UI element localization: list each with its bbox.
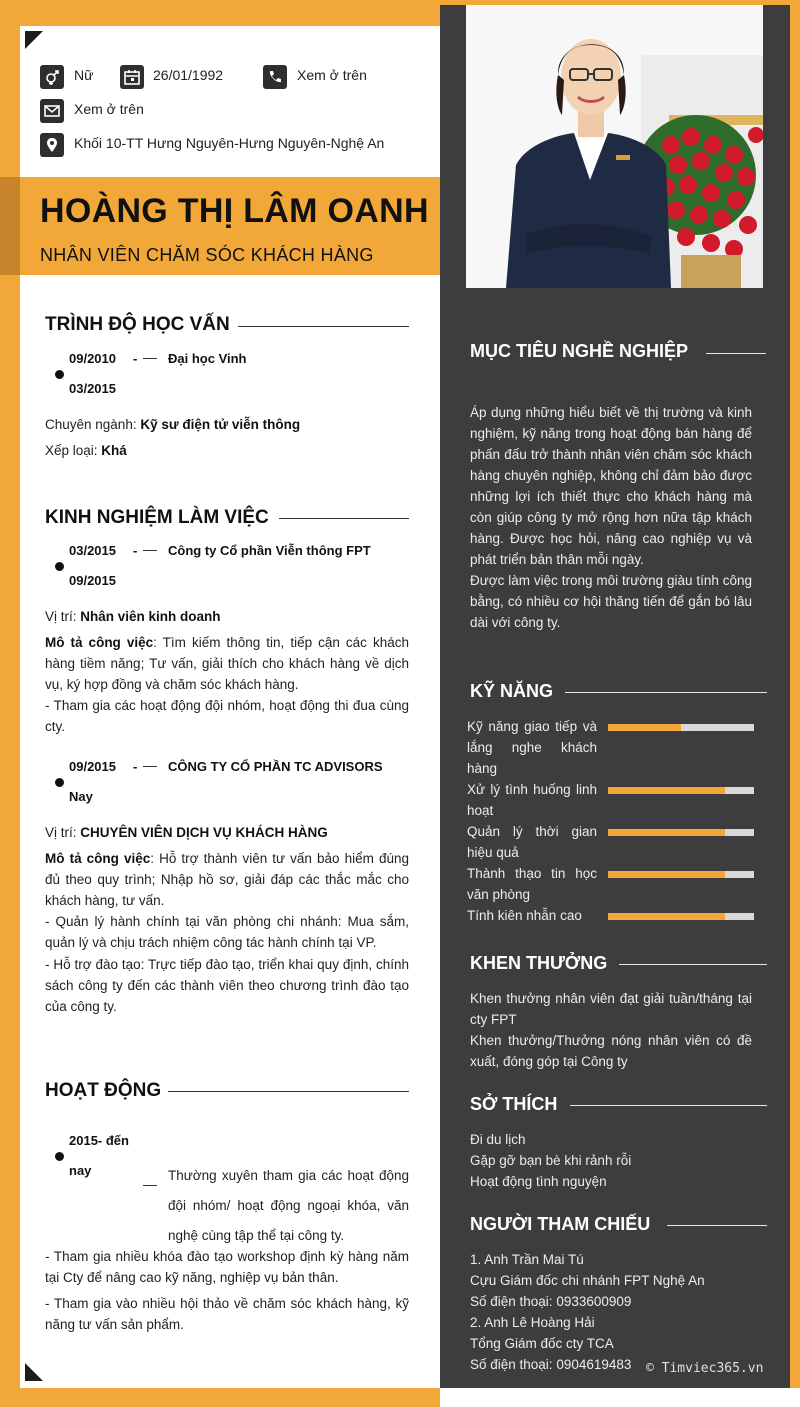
activities-start: 2015- đến [69,1133,129,1148]
address-text: Khối 10-TT Hưng Nguyên-Hưng Nguyên-Nghệ An [74,135,385,151]
skill-name: Tính kiên nhẫn cao [467,908,582,923]
objective-text-2: Được làm việc trong môi trường giàu tính công bằng, có nhiều cơ hội thăng tiến để gắn bó lâu dài với công ty. [470,573,752,630]
birthday-text: 26/01/1992 [153,67,224,83]
objective-heading: MỤC TIÊU NGHỀ NGHIỆP [470,341,689,361]
objective-heading-line [706,353,766,354]
job-2-description: Mô tả công việc: Hỗ trợ thành viên tư vấn bảo hiểm đúng đủ theo quy trình; Nhập hồ sơ, giải đáp các thắc mắc cho khách hàng, tư vấn. [45,851,409,908]
skill-level [608,913,725,920]
education-start-date: 09/2010 [69,351,116,366]
hobby-item: Gặp gỡ bạn bè khi rảnh rỗi [470,1153,632,1168]
activities-seminar: - Tham gia vào nhiều hội thảo về chăm sóc khách hàng, kỹ năng tư vấn sản phẩm. [45,1296,409,1332]
activities-end: nay [69,1163,92,1178]
skills-heading: KỸ NĂNG [470,681,554,701]
phone-text: Xem ở trên [297,67,367,83]
reference-line: 2. Anh Lê Hoàng Hải [470,1315,595,1330]
skill-level [608,724,681,731]
skills-heading-line [565,692,767,693]
awards-heading: KHEN THƯỞNG [470,953,608,973]
skill-bar [608,871,754,878]
job-2-date-separator: - [133,759,138,774]
job-2-start-date: 09/2015 [69,759,116,774]
reference-line: Số điện thoại: 0904619483 [470,1357,632,1372]
calendar-icon [120,65,144,89]
experience-heading-line [279,518,409,519]
job-1-description: Mô tả công việc: Tìm kiếm thông tin, tiếp cận các khách hàng tiềm năng; Tư vấn, giải thích cho khách hàng về dịch vụ, ký hợp đồng và chăm sóc khách hàng. [45,635,409,692]
activities-heading-line [168,1091,409,1092]
skill-name: Quản lý thời gian hiệu quả [467,824,597,860]
gender-text: Nữ [74,67,94,83]
job-1-dash [143,550,157,551]
objective-text: Áp dụng những hiểu biết về thị trường và kinh nghiệm, kỹ năng trong hoạt động bán hàng để phấn đấu trở thành nhân viên chăm sóc khách hàng chuyên nghiệp, không chỉ đảm bảo được những lợi ích thiết thực cho khách hàng mà còn giúp công ty mở rộng hơn nữa tập khách hàng. Được học hỏi, nâng cao nghiệp vụ và phát triển bản thân mỗi ngày. [470,405,752,567]
education-school: Đại học Vinh [168,351,247,366]
job-1-timeline-dot [55,562,64,571]
activities-dash [143,1185,157,1186]
hobbies-heading-line [570,1105,767,1106]
references-heading: NGƯỜI THAM CHIẾU [470,1214,651,1234]
skill-level [608,871,725,878]
phone-icon [263,65,287,89]
skill-bar [608,829,754,836]
location-icon [40,133,64,157]
education-end-date: 03/2015 [69,381,116,396]
skill-bar [608,913,754,920]
activities-workshop: - Tham gia nhiều khóa đào tạo workshop định kỳ hàng năm tại Cty để nâng cao kỹ năng, nghiệp vụ bản thân. [45,1249,409,1285]
skill-name: Xử lý tình huống linh hoạt [467,782,597,818]
job-2-description-admin: - Quản lý hành chính tại văn phòng chi nhánh: Mua sắm, quản lý và chịu trách nhiệm công tác hành chính tại VP. [45,914,409,950]
skill-level [608,787,725,794]
profile-photo [466,5,763,288]
corner-decoration-top [25,31,43,49]
reference-line: Số điện thoại: 0933600909 [470,1294,632,1309]
full-name: HOÀNG THỊ LÂM OANH [40,192,429,230]
job-title: NHÂN VIÊN CHĂM SÓC KHÁCH HÀNG [40,245,374,265]
email-icon [40,99,64,123]
job-2-end-date: Nay [69,789,93,804]
hobby-item: Đi du lịch [470,1132,526,1147]
education-timeline-dot [55,370,64,379]
award-item: Khen thưởng nhân viên đạt giải tuần/tháng tại cty FPT [470,991,752,1027]
education-rank: Xếp loại: Khá [45,443,127,458]
hobby-item: Hoạt động tình nguyện [470,1174,607,1189]
job-2-description-training: - Hỗ trợ đào tạo: Trực tiếp đào tạo, triển khai quy định, chính sách công ty đến các thành viên theo chương trình đào tạo của công ty. [45,957,409,1014]
gender-icon [40,65,64,89]
name-banner-accent [0,177,20,275]
job-2-company: CÔNG TY CỔ PHẦN TC ADVISORS [168,759,383,774]
activities-heading: HOẠT ĐỘNG [45,1080,162,1101]
watermark: © Timviec365.vn [646,1361,764,1376]
education-heading-line [238,326,409,327]
skill-name: Thành thạo tin học văn phòng [467,866,597,902]
email-text: Xem ở trên [74,101,144,117]
reference-line: 1. Anh Trần Mai Tú [470,1252,584,1267]
education-major: Chuyên ngành: Kỹ sư điện tử viễn thông [45,417,301,432]
job-1-date-separator: - [133,543,138,558]
skill-level [608,829,725,836]
reference-line: Tổng Giám đốc cty TCA [470,1336,614,1351]
job-2-position: Vị trí: CHUYÊN VIÊN DỊCH VỤ KHÁCH HÀNG [45,825,328,840]
job-1-description-extra: - Tham gia các hoạt động đội nhóm, hoạt động thi đua cùng cty. [45,698,409,734]
job-2-timeline-dot [55,778,64,787]
activities-timeline-dot [55,1152,64,1161]
job-1-position: Vị trí: Nhân viên kinh doanh [45,609,221,624]
job-1-start-date: 03/2015 [69,543,116,558]
hobbies-heading: SỞ THÍCH [470,1094,558,1114]
award-item: Khen thưởng/Thưởng nóng nhân viên có đề xuất, đóng góp tại Công ty [470,1033,752,1069]
skill-name: Kỹ năng giao tiếp và lắng nghe khách hàng [467,719,597,776]
job-1-end-date: 09/2015 [69,573,116,588]
bottom-strip [440,1388,800,1407]
skill-bar [608,787,754,794]
references-heading-line [667,1225,767,1226]
job-2-dash [143,766,157,767]
education-heading: TRÌNH ĐỘ HỌC VẤN [45,314,230,335]
activities-description: Thường xuyên tham gia các hoạt động đội nhóm/ hoạt động ngoại khóa, văn nghệ cùng tập thể tại công ty. [168,1168,409,1243]
awards-heading-line [619,964,767,965]
experience-heading: KINH NGHIỆM LÀM VIỆC [45,507,269,528]
job-1-company: Công ty Cổ phần Viễn thông FPT [168,543,371,558]
education-dash [143,358,157,359]
reference-line: Cựu Giám đốc chi nhánh FPT Nghệ An [470,1273,705,1288]
skill-bar [608,724,754,731]
corner-decoration-bottom [25,1363,43,1381]
education-date-separator: - [133,351,138,366]
